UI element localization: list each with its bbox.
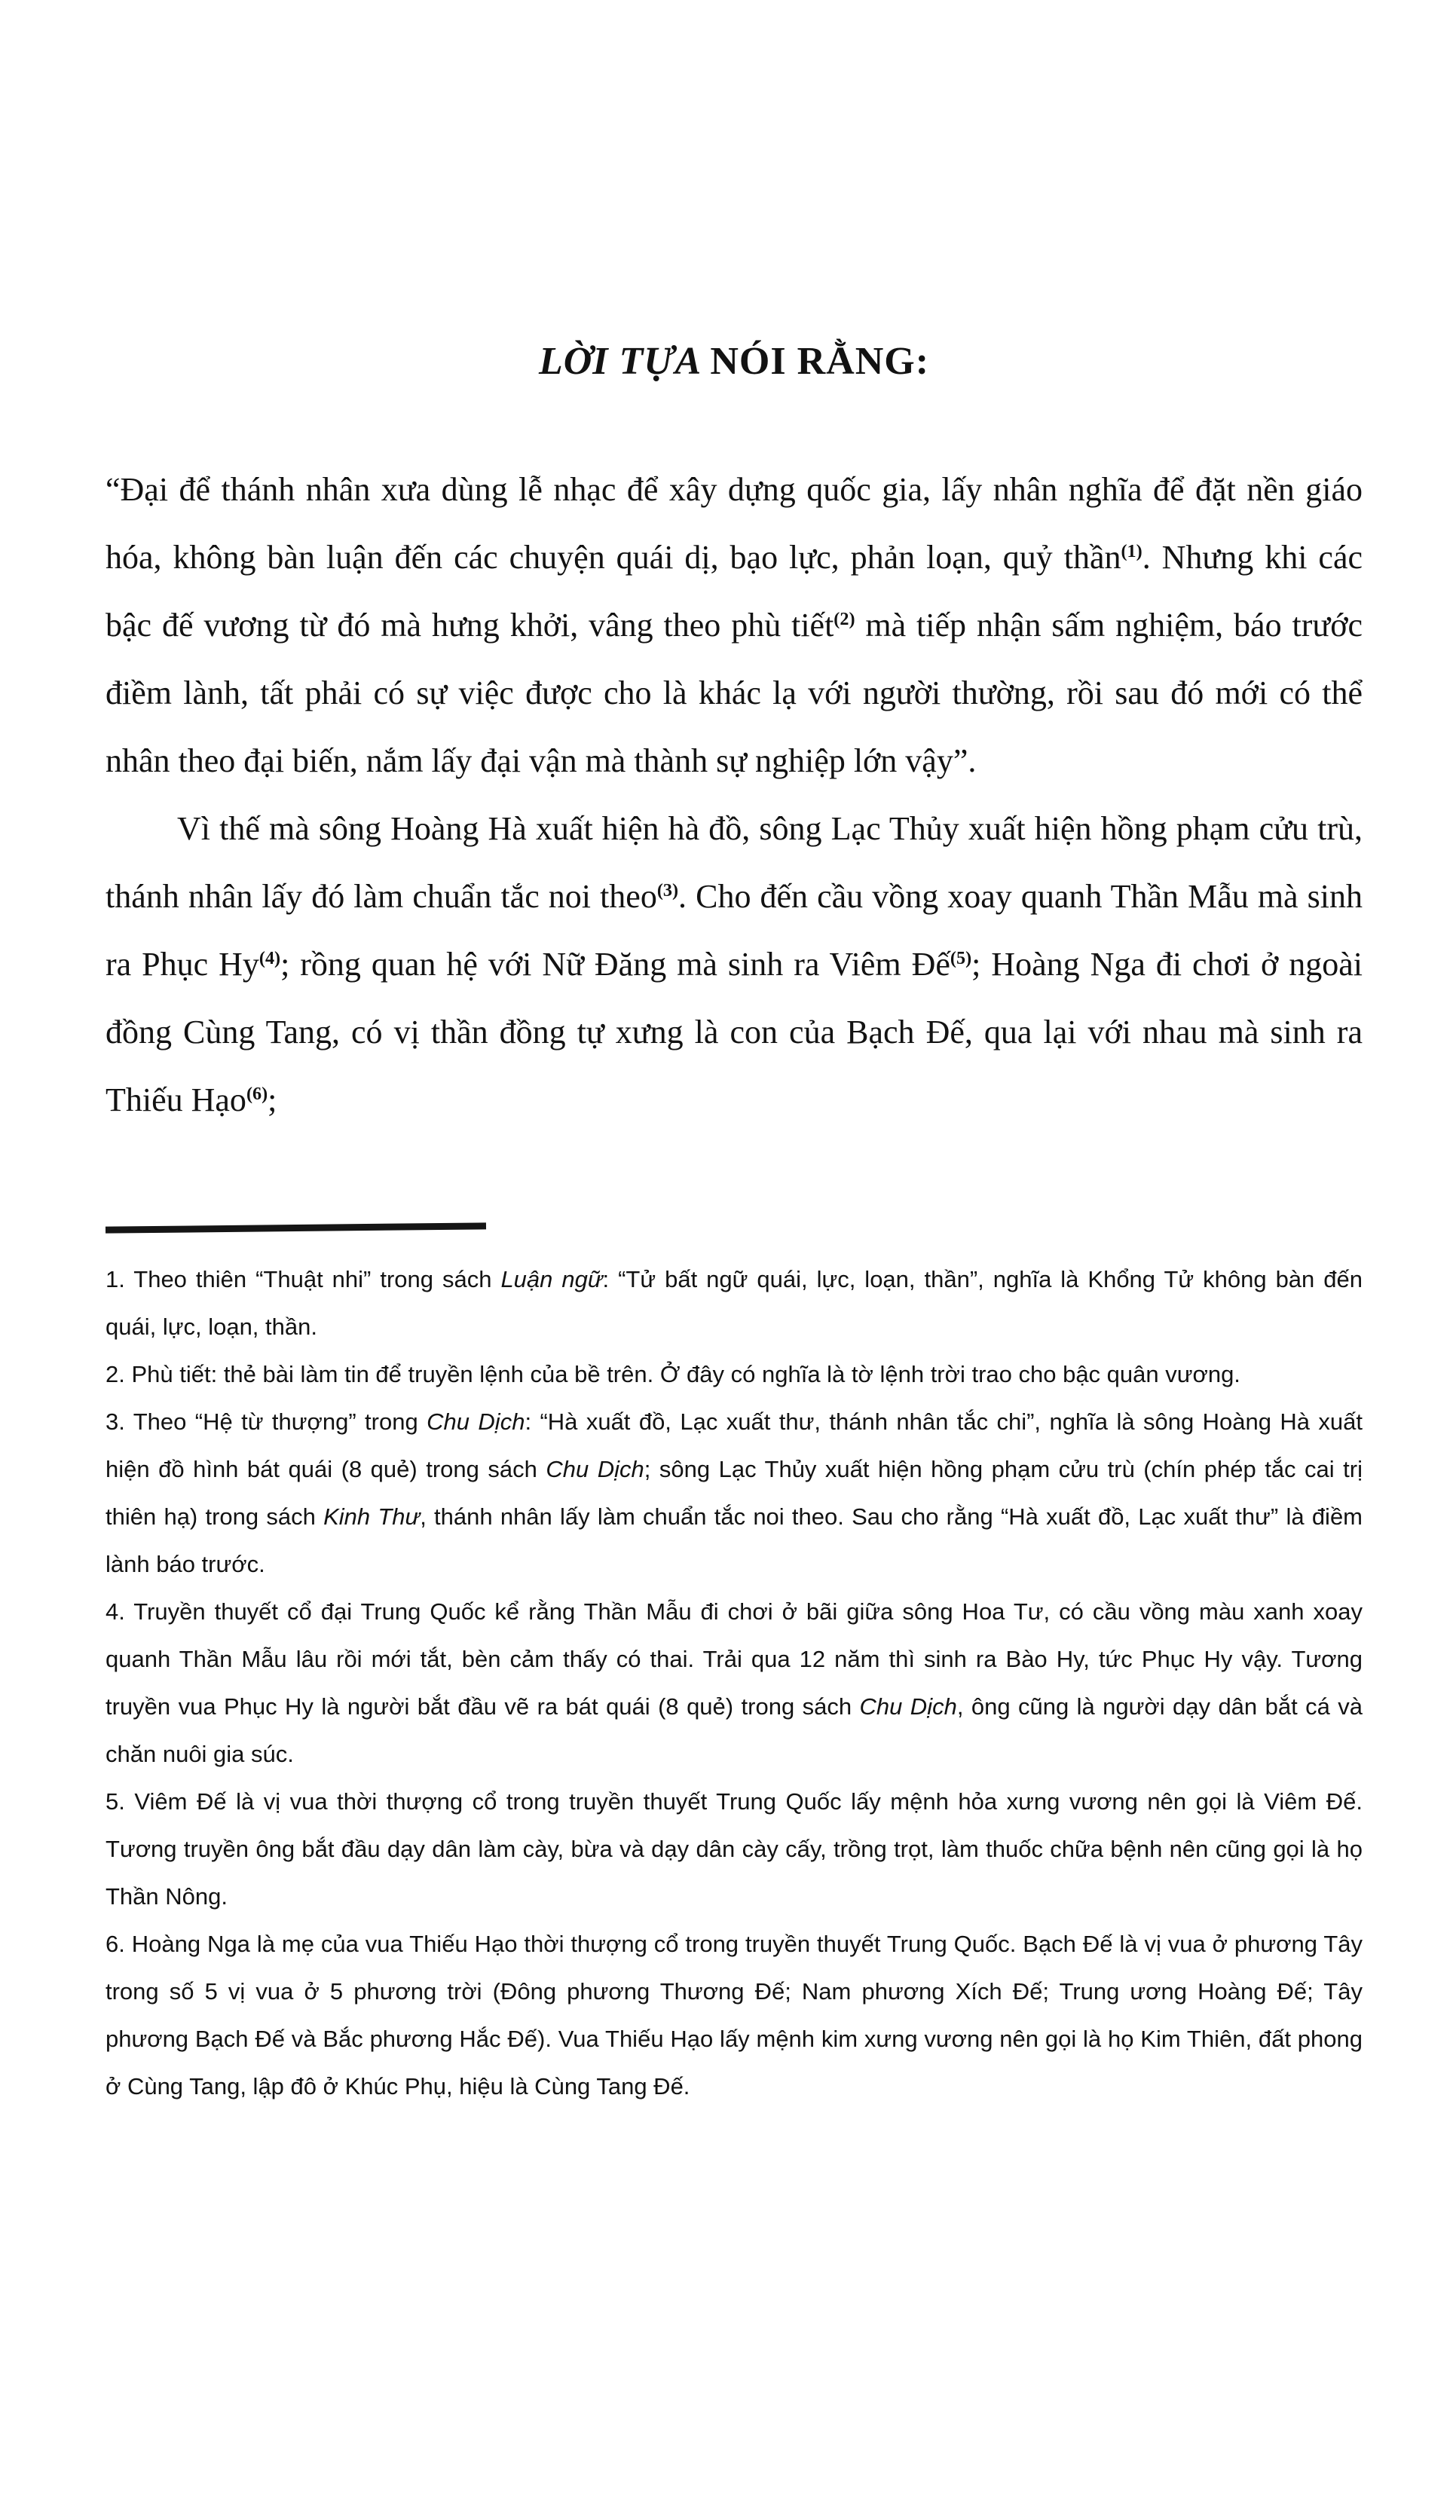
footnote-ref: (6) <box>246 1084 268 1104</box>
footnote-ref: (4) <box>258 948 281 968</box>
page-title: LỜI TỰA NÓI RẰNG: <box>538 340 930 383</box>
footnote-separator <box>106 1222 486 1233</box>
footnote-item: 4. Truyền thuyết cổ đại Trung Quốc kể rằng Thần Mẫu đi chơi ở bãi giữa sông Hoa Tư, có cầu vồng màu xanh xoay quanh Thần Mẫu lâu rồi mới tắt, bèn cảm thấy có thai. Trải qua 12 năm thì sinh ra Bào Hy, tức Phục Hy vậy. Tương truyền vua Phục Hy là người bắt đầu vẽ ra bát quái (8 quẻ) trong sách Chu Dịch, ông cũng là người dạy dân bắt cá và chăn nuôi gia súc. <box>106 1598 1363 1767</box>
footnote-item: 2. Phù tiết: thẻ bài làm tin để truyền lệnh của bề trên. Ở đây có nghĩa là tờ lệnh trời trao cho bậc quân vương. <box>106 1361 1240 1387</box>
body-paragraph: “Đại để thánh nhân xưa dùng lễ nhạc để xây dựng quốc gia, lấy nhân nghĩa để đặt nền giáo hóa, không bàn luận đến các chuyện quái dị, bạo lực, phản loạn, quỷ thần$^{(1)}$. Nhưng khi các bậc đế vương từ đó mà hưng khởi, vâng theo phù tiết$^{(2)}$ mà tiếp nhận sấm nghiệm, báo trước điềm lành, tất phải có sự việc được cho là khác lạ với người thường, rồi sau đó mới có thể nhân theo đại biến, nắm lấy đại vận mà thành sự nghiệp lớn vậy”. <box>106 471 1363 779</box>
footnote-ref: (1) <box>1121 541 1142 561</box>
page-content <box>106 339 1363 2110</box>
footnote-item: 5. Viêm Đế là vị vua thời thượng cổ trong truyền thuyết Trung Quốc lấy mệnh hỏa xưng vương nên gọi là Viêm Đế. Tương truyền ông bắt đầu dạy dân làm cày, bừa và dạy dân cày cấy, trồng trọt, làm thuốc chữa bệnh nên cũng gọi là họ Thần Nông. <box>106 1788 1363 1910</box>
footnote-item: 1. Theo thiên “Thuật nhi” trong sách Luận ngữ: “Tử bất ngữ quái, lực, loạn, thần”, nghĩa là Khổng Tử không bàn đến quái, lực, loạn, thần. <box>106 1266 1363 1340</box>
footnotes-list <box>106 1255 1363 2110</box>
footnote-ref: (5) <box>950 948 972 968</box>
footnote-item: 3. Theo “Hệ từ thượng” trong Chu Dịch: “Hà xuất đồ, Lạc xuất thư, thánh nhân tắc chi”, nghĩa là sông Hoàng Hà xuất hiện đồ hình bát quái (8 quẻ) trong sách Chu Dịch; sông Lạc Thủy xuất hiện hồng phạm cửu trù (chín phép tắc cai trị thiên hạ) trong sách Kinh Thư, thánh nhân lấy làm chuẩn tắc noi theo. Sau cho rằng “Hà xuất đồ, Lạc xuất thư” là điềm lành báo trước. <box>106 1408 1363 1577</box>
footnote-ref: (2) <box>834 609 855 629</box>
body-paragraph: Vì thế mà sông Hoàng Hà xuất hiện hà đồ, sông Lạc Thủy xuất hiện hồng phạm cửu trù, thánh nhân lấy đó làm chuẩn tắc noi theo$^{(3)}$. Cho đến cầu vồng xoay quanh Thần Mẫu mà sinh ra Phục Hy$^{(4)}$; rồng quan hệ với Nữ Đăng mà sinh ra Viêm Đế$^{(5)}$; Hoàng Nga đi chơi ở ngoài đồng Cùng Tang, có vị thần đồng tự xưng là con của Bạch Đế, qua lại với nhau mà sinh ra Thiếu Hạo$^{(6)}$; <box>106 810 1363 1118</box>
body-paragraphs <box>106 456 1363 1134</box>
footnote-ref: (3) <box>656 880 679 901</box>
footnote-item: 6. Hoàng Nga là mẹ của vua Thiếu Hạo thời thượng cổ trong truyền thuyết Trung Quốc. Bạch Đế là vị vua ở phương Tây trong số 5 vị vua ở 5 phương trời (Đông phương Thương Đế; Nam phương Xích Đế; Trung ương Hoàng Đế; Tây phương Bạch Đế và Bắc phương Hắc Đế). Vua Thiếu Hạo lấy mệnh kim xưng vương nên gọi là họ Kim Thiên, đất phong ở Cùng Tang, lập đô ở Khúc Phụ, hiệu là Cùng Tang Đế. <box>106 1931 1363 2099</box>
